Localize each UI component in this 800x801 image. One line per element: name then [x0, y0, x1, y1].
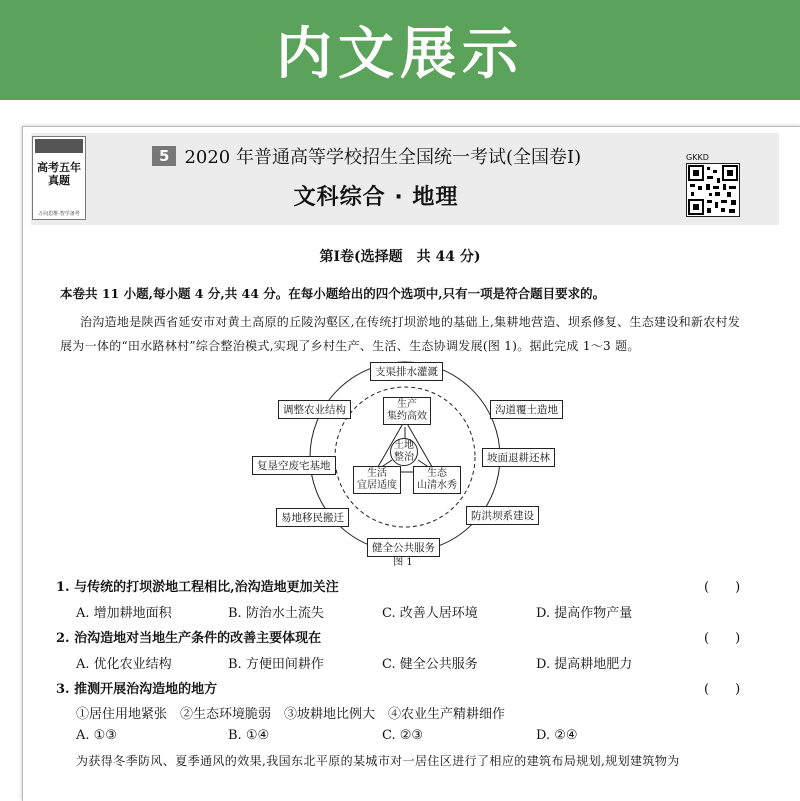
inner-node-land-consolidation: 土地 整治 — [390, 438, 418, 466]
question-1-answer-blank: ( ) — [704, 580, 741, 595]
instructions: 本卷共 11 小题,每小题 4 分,共 44 分。在每小题给出的四个选项中,只有一项是符合题目要求的。 — [60, 286, 606, 301]
book-logo — [32, 136, 86, 220]
inner-node-production: 生产 集约高效 — [383, 397, 431, 425]
inner-node-ecology: 生态 山清水秀 — [413, 466, 461, 494]
question-1-stem: 1. 与传统的打坝淤地工程相比,治沟造地更加关注 — [56, 580, 339, 595]
outer-node-relocation: 易地移民搬迁 — [276, 508, 349, 527]
question-1-option-a: A. 增加耕地面积 — [76, 606, 172, 621]
outer-node-flood-dam: 防洪坝系建设 — [466, 506, 539, 525]
section-title: 第Ⅰ卷(选择题 共 44 分) — [319, 249, 481, 265]
outer-node-gully-fill: 沟道覆土造地 — [490, 400, 563, 419]
question-3-option-a: A. ①③ — [76, 728, 117, 743]
qr-code-icon[interactable] — [686, 163, 740, 217]
logo-text: 高考五年真题 — [37, 161, 81, 187]
question-3-answer-blank: ( ) — [704, 682, 741, 697]
question-2-stem: 2. 治沟造地对当地生产条件的改善主要体现在 — [56, 631, 322, 646]
question-2-option-b: B. 方便田间耕作 — [228, 657, 324, 672]
number-badge: 5 — [152, 146, 176, 166]
question-3-statements: ①居住用地紧张 ②生态环境脆弱 ③坡耕地比例大 ④农业生产精耕细作 — [76, 707, 506, 722]
question-2-option-d: D. 提高耕地肥力 — [536, 657, 633, 672]
subject-title: 文科综合 · 地理 — [293, 185, 459, 210]
logo-footer: 万向思维·智学备考 — [38, 211, 80, 217]
question-3-option-b: B. ①④ — [228, 728, 270, 743]
outer-node-irrigation: 支渠排水灌溉 — [370, 362, 443, 381]
question-1-option-d: D. 提高作物产量 — [536, 606, 633, 621]
figure-caption: 图 1 — [393, 557, 413, 568]
question-3-stem: 3. 推测开展治沟造地的地方 — [56, 682, 218, 697]
outer-node-ag-structure: 调整农业结构 — [278, 400, 351, 419]
banner — [0, 0, 800, 100]
question-2-answer-blank: ( ) — [704, 631, 741, 646]
figure-1-diagram — [240, 360, 570, 570]
inner-node-living: 生活 宜居适度 — [353, 466, 401, 494]
question-3-option-d: D. ②④ — [536, 728, 578, 743]
exam-header — [96, 143, 656, 169]
passage: 治沟造地是陕西省延安市对黄土高原的丘陵沟壑区,在传统打坝淤地的基础上,集耕地营造、坝系修复、生态建设和新农村发展为一体的“田水路林村”综合整治模式,实现了乡村生产、生活、生态协调发展(图 1)。据此完成 1～3 题。 — [60, 315, 741, 353]
outer-node-homestead-reclaim: 复垦空废宅基地 — [252, 456, 336, 475]
outer-node-public-services: 健全公共服务 — [367, 538, 440, 557]
exam-title: 2020 年普通高等学校招生全国统一考试(全国卷Ⅰ) — [184, 147, 582, 168]
qr-label: GKKD — [686, 153, 709, 162]
logo-stripe — [35, 139, 83, 153]
question-3-option-c: C. ②③ — [382, 728, 424, 743]
question-1-option-b: B. 防治水土流失 — [228, 606, 324, 621]
question-1-option-c: C. 改善人居环境 — [382, 606, 478, 621]
question-2-option-a: A. 优化农业结构 — [76, 657, 172, 672]
outer-node-reforestation: 坡面退耕还林 — [482, 448, 555, 467]
question-2-option-c: C. 健全公共服务 — [382, 657, 478, 672]
next-passage: 为获得冬季防风、夏季通风的效果,我国东北平原的某城市对一居住区进行了相应的建筑布局规划,规划建筑物为 — [76, 754, 680, 768]
banner-title: 内文展示 — [276, 22, 524, 87]
